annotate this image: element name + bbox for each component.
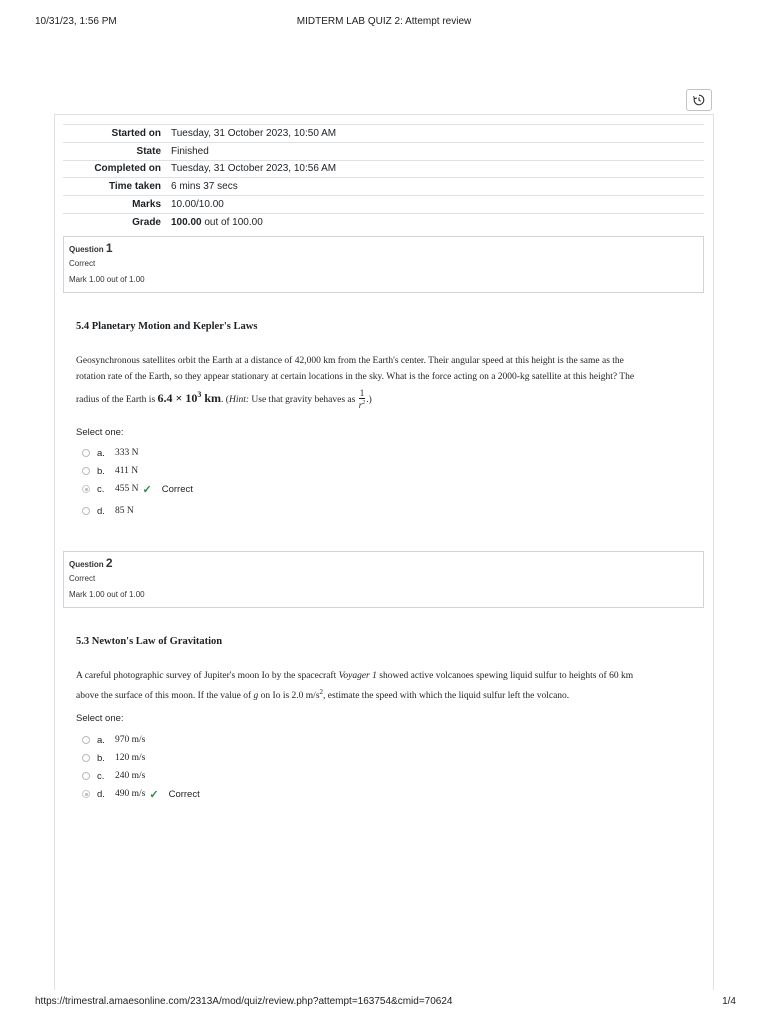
answer-option-b[interactable] (82, 464, 138, 478)
question-text (76, 353, 688, 410)
question-text (76, 668, 688, 704)
spacecraft-name: Voyager 1 (338, 671, 377, 681)
question-text-line (76, 684, 688, 704)
option-letter: b. (97, 752, 105, 764)
radio-button-selected[interactable] (82, 790, 90, 798)
summary-row (63, 196, 704, 214)
text-span: Use that gravity behaves as (249, 395, 356, 405)
summary-row (63, 178, 704, 196)
question-grade: Mark 1.00 out of 1.00 (69, 590, 145, 599)
summary-value: 6 mins 37 secs (171, 178, 704, 196)
answer-option-b[interactable] (82, 751, 145, 765)
option-text: 120 m/s (115, 753, 146, 763)
text-span: showed active volcanoes spewing liquid sulfur to heights of 60 km (379, 671, 634, 681)
option-text: 240 m/s (115, 771, 146, 781)
answer-option-a[interactable] (82, 446, 139, 460)
answer-option-d[interactable] (82, 504, 134, 518)
print-datetime: 10/31/23, 1:56 PM (35, 16, 117, 27)
math-unit: km (201, 391, 222, 405)
text-span: radius of the Earth is (76, 395, 156, 405)
summary-value (171, 213, 704, 230)
summary-value: Tuesday, 31 October 2023, 10:50 AM (171, 125, 704, 143)
option-text: 970 m/s (115, 735, 146, 745)
text-span: , estimate the speed with which the liquid sulfur left the volcano. (323, 691, 570, 702)
summary-value: 10.00/10.00 (171, 196, 704, 214)
answer-option-c[interactable] (82, 482, 193, 496)
check-icon: ✓ (149, 788, 159, 801)
option-letter: d. (97, 788, 105, 800)
check-icon: ✓ (142, 483, 152, 496)
history-icon (693, 94, 705, 106)
summary-row (63, 142, 704, 160)
answer-option-a[interactable] (82, 733, 145, 747)
select-one-label: Select one: (76, 427, 124, 438)
summary-row (63, 160, 704, 178)
summary-value: Finished (171, 142, 704, 160)
question-title: 5.4 Planetary Motion and Kepler's Laws (76, 321, 258, 332)
radio-button[interactable] (82, 507, 90, 515)
option-text: 333 N (115, 448, 139, 458)
question-info-1 (63, 236, 704, 293)
option-letter: b. (97, 465, 105, 477)
grade-value: 100.00 (171, 216, 202, 228)
frac-den-var: r (358, 400, 363, 411)
option-letter: c. (97, 483, 105, 495)
option-letter: d. (97, 505, 105, 517)
summary-label: State (63, 142, 171, 160)
question-text-line (76, 668, 688, 684)
summary-label: Marks (63, 196, 171, 214)
summary-label: Completed on (63, 160, 171, 178)
option-text: 490 m/s (115, 789, 146, 799)
text-span: A careful photographic survey of Jupiter's moon Io by the spacecraft (76, 671, 337, 681)
print-page-title: MIDTERM LAB QUIZ 2: Attempt review (296, 16, 472, 27)
fraction-denominator (359, 399, 366, 410)
question-state: Correct (69, 259, 96, 268)
option-text: 455 N (115, 484, 139, 494)
summary-row (63, 125, 704, 143)
question-number: 1 (105, 241, 113, 255)
text-span: on Io is 2.0 m/s (260, 691, 320, 702)
question-text-line (76, 387, 688, 410)
fraction-numerator: 1 (359, 388, 365, 399)
history-button[interactable] (686, 89, 712, 111)
frac-den-exponent: 2 (362, 400, 366, 407)
radio-button[interactable] (82, 449, 90, 457)
summary-label: Started on (63, 125, 171, 143)
text-span: . ( (221, 395, 229, 405)
math-exponent: 3 (197, 390, 202, 399)
summary-value: Tuesday, 31 October 2023, 10:56 AM (171, 160, 704, 178)
correct-feedback: Correct (168, 788, 200, 800)
select-one-label: Select one: (76, 713, 124, 724)
question-text-line: Geosynchronous satellites orbit the Earth at a distance of 42,000 km from the Earth's center. Their angular speed at this height is the same as the (76, 356, 624, 366)
option-letter: c. (97, 770, 105, 782)
question-text-line: rotation rate of the Earth, so they appear stationary at certain locations in the sky. What is the force acting on a 2000-kg satellite at this height? The (76, 372, 635, 382)
question-state: Correct (69, 574, 96, 583)
radio-button-selected[interactable] (82, 485, 90, 493)
math-expression (158, 391, 222, 405)
summary-label: Grade (63, 213, 171, 230)
radio-button[interactable] (82, 754, 90, 762)
hint-label: Hint: (228, 395, 250, 405)
variable-g: g (253, 691, 259, 702)
summary-label: Time taken (63, 178, 171, 196)
correct-feedback: Correct (161, 483, 193, 495)
math-base: 6.4 × 10 (157, 391, 198, 405)
radio-button[interactable] (82, 772, 90, 780)
text-span: above the surface of this moon. If the value of (76, 691, 252, 702)
radio-button[interactable] (82, 467, 90, 475)
exponent: 2 (319, 688, 324, 696)
option-text: 85 N (115, 506, 134, 516)
print-page-number: 1/4 (722, 996, 736, 1007)
radio-button[interactable] (82, 736, 90, 744)
option-text: 411 N (115, 466, 139, 476)
question-grade: Mark 1.00 out of 1.00 (69, 275, 145, 284)
question-label: Question (69, 560, 104, 569)
print-url: https://trimestral.amaesonline.com/2313A/mod/quiz/review.php?attempt=163754&cmid=70624 (35, 996, 453, 1007)
answer-option-d[interactable] (82, 787, 200, 801)
fraction (359, 389, 366, 410)
attempt-summary-table (63, 124, 704, 231)
text-span: .) (366, 395, 372, 405)
option-letter: a. (97, 734, 105, 746)
question-info-2 (63, 551, 704, 608)
grade-out-of: out of 100.00 (201, 216, 263, 228)
option-letter: a. (97, 447, 105, 459)
question-number: 2 (105, 556, 113, 570)
question-label: Question (69, 245, 104, 254)
summary-row (63, 213, 704, 230)
answer-option-c[interactable] (82, 769, 145, 783)
question-title: 5.3 Newton's Law of Gravitation (76, 636, 223, 647)
